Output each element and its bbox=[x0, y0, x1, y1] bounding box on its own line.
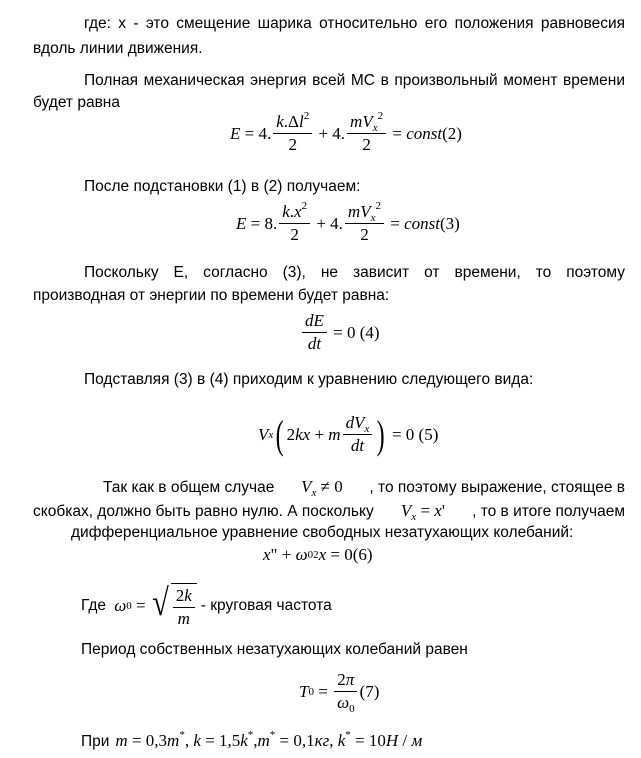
paragraph-text bbox=[81, 729, 423, 751]
inline-formula: m = 0,3m*, k = 1,5k*,m* = 0,1кг, k* = 10Н / м bbox=[115, 729, 423, 750]
paragraph-text: дифференциальное уравнение свободных незатухающих колебаний: bbox=[71, 524, 574, 541]
equation-motion: V x ( 2 kx + m $\frac{dV_x}{dt}$ ) = 0 (5) bbox=[258, 411, 439, 457]
equation-derivative: $\frac{dE}{dt}$ = 0 (4) bbox=[300, 311, 380, 354]
paragraph-fragment: , то в итоге получаем bbox=[472, 503, 625, 520]
paragraph-fragment: Так как в общем случае bbox=[103, 479, 275, 496]
equation-oscillation: x " + ω 0 2 x = 0 (6) bbox=[263, 545, 373, 564]
equation-number: (7) bbox=[359, 681, 380, 701]
inline-formula: ω 0 = √ $\frac{2k}{m}$ bbox=[110, 583, 197, 629]
paragraph-text: Полная механическая энергия всей МС в произвольный момент времени bbox=[84, 72, 625, 89]
paragraph-text: Период собственных незатухающих колебаний равен bbox=[81, 641, 468, 658]
paragraph-text: После подстановки (1) в (2) получаем: bbox=[84, 178, 361, 195]
equation-period: T 0 = $\frac{2\pi}{\omega_0}$ (7) bbox=[299, 670, 380, 715]
paragraph-fragment: Где bbox=[81, 597, 107, 614]
equation-number: (4) bbox=[359, 322, 380, 342]
paragraph-text: производная от энергии по времени будет равна: bbox=[33, 287, 390, 304]
inline-formula: $V_x = x'$ bbox=[400, 501, 445, 523]
paragraph-fragment: - круговая частота bbox=[200, 597, 332, 614]
inline-formula: $V_x \ne 0$ bbox=[301, 477, 343, 499]
paragraph-text: будет равна bbox=[33, 94, 120, 111]
paragraph-text bbox=[103, 478, 625, 497]
paragraph-text: Поскольку Е, согласно (3), не зависит от времени, то поэтому bbox=[84, 264, 625, 281]
equation-number: (6) bbox=[352, 545, 373, 564]
equation-energy: E = 4. $\frac{k.\Delta l^2}{2}$ + 4. $\frac{mV_x^2}{2}$ = const (2) bbox=[230, 110, 462, 154]
equation-number: (2) bbox=[442, 123, 462, 143]
equation-number: (5) bbox=[418, 424, 439, 444]
paragraph-text: где: x - это смещение шарика относительно его положения равновесия bbox=[84, 15, 625, 32]
paragraph-fragment: При bbox=[81, 733, 110, 750]
const-text: const bbox=[406, 123, 443, 143]
paragraph-text: вдоль линии движения. bbox=[33, 40, 203, 57]
equation-energy-substituted: E = 8. $\frac{k.x^2}{2}$ + 4. $\frac{mV_x^2}{2}$ = const (3) bbox=[236, 200, 460, 244]
const-text: const bbox=[404, 213, 440, 233]
paragraph-text: Подставляя (3) в (4) приходим к уравнению следующего вида: bbox=[84, 371, 534, 388]
paragraph-fragment: скобках, должно быть равно нулю. А поскольку bbox=[33, 503, 374, 520]
paragraph-text bbox=[81, 583, 332, 629]
paragraph-fragment: , то поэтому выражение, стоящее в bbox=[369, 479, 625, 496]
equation-number: (3) bbox=[439, 213, 460, 233]
paragraph-text bbox=[33, 502, 625, 521]
